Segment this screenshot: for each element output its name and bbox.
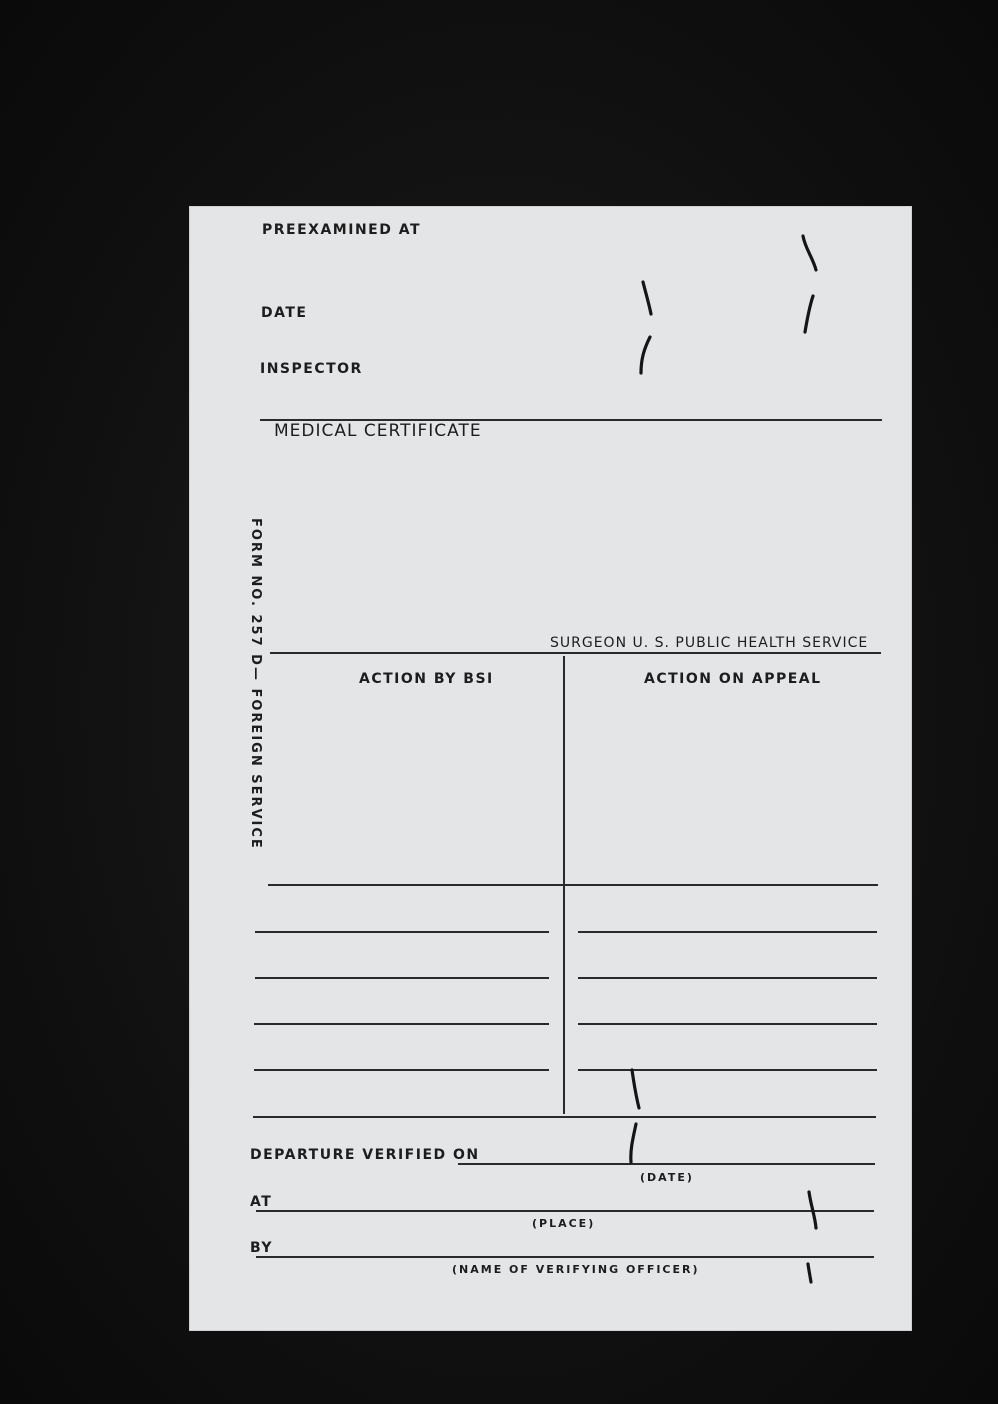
action-on-appeal-heading: ACTION ON APPEAL bbox=[644, 671, 822, 687]
bsi-line-4 bbox=[254, 1023, 549, 1025]
pen-mark-4 bbox=[630, 333, 660, 377]
form-number-vertical: FORM NO. 257 D— FOREIGN SERVICE bbox=[248, 518, 263, 850]
pen-mark-8 bbox=[800, 1260, 824, 1286]
appeal-line-4 bbox=[578, 1023, 877, 1025]
officer-line bbox=[256, 1256, 874, 1258]
action-bottom-line bbox=[253, 1116, 876, 1118]
medical-certificate-title: MEDICAL CERTIFICATE bbox=[274, 421, 482, 441]
bsi-line-2 bbox=[255, 931, 549, 933]
place-caption: (PLACE) bbox=[532, 1217, 596, 1230]
action-by-bsi-heading: ACTION BY BSI bbox=[359, 671, 494, 687]
pen-mark-3 bbox=[634, 278, 664, 318]
by-label: BY bbox=[250, 1240, 274, 1256]
date-label: DATE bbox=[261, 305, 308, 321]
pen-mark-5 bbox=[623, 1066, 653, 1112]
pen-mark-6 bbox=[619, 1120, 649, 1166]
officer-caption: (NAME OF VERIFYING OFFICER) bbox=[452, 1263, 700, 1276]
place-line bbox=[256, 1210, 874, 1212]
pen-mark-2 bbox=[795, 292, 825, 336]
surgeon-label: SURGEON U. S. PUBLIC HEALTH SERVICE bbox=[550, 635, 869, 651]
bsi-line-3 bbox=[255, 977, 549, 979]
at-label: AT bbox=[250, 1194, 273, 1210]
pen-mark-7 bbox=[800, 1188, 830, 1232]
pen-mark-1 bbox=[795, 232, 825, 274]
inspector-label: INSPECTOR bbox=[260, 361, 363, 377]
preexamined-at-label: PREEXAMINED AT bbox=[262, 222, 422, 238]
surgeon-line bbox=[270, 652, 881, 654]
departure-date-line bbox=[458, 1163, 875, 1165]
departure-verified-label: DEPARTURE VERIFIED ON bbox=[250, 1147, 480, 1163]
appeal-line-2 bbox=[578, 931, 877, 933]
appeal-line-3 bbox=[578, 977, 877, 979]
bsi-line-5 bbox=[254, 1069, 549, 1071]
action-line-1 bbox=[268, 884, 878, 886]
date-caption: (DATE) bbox=[640, 1171, 694, 1184]
